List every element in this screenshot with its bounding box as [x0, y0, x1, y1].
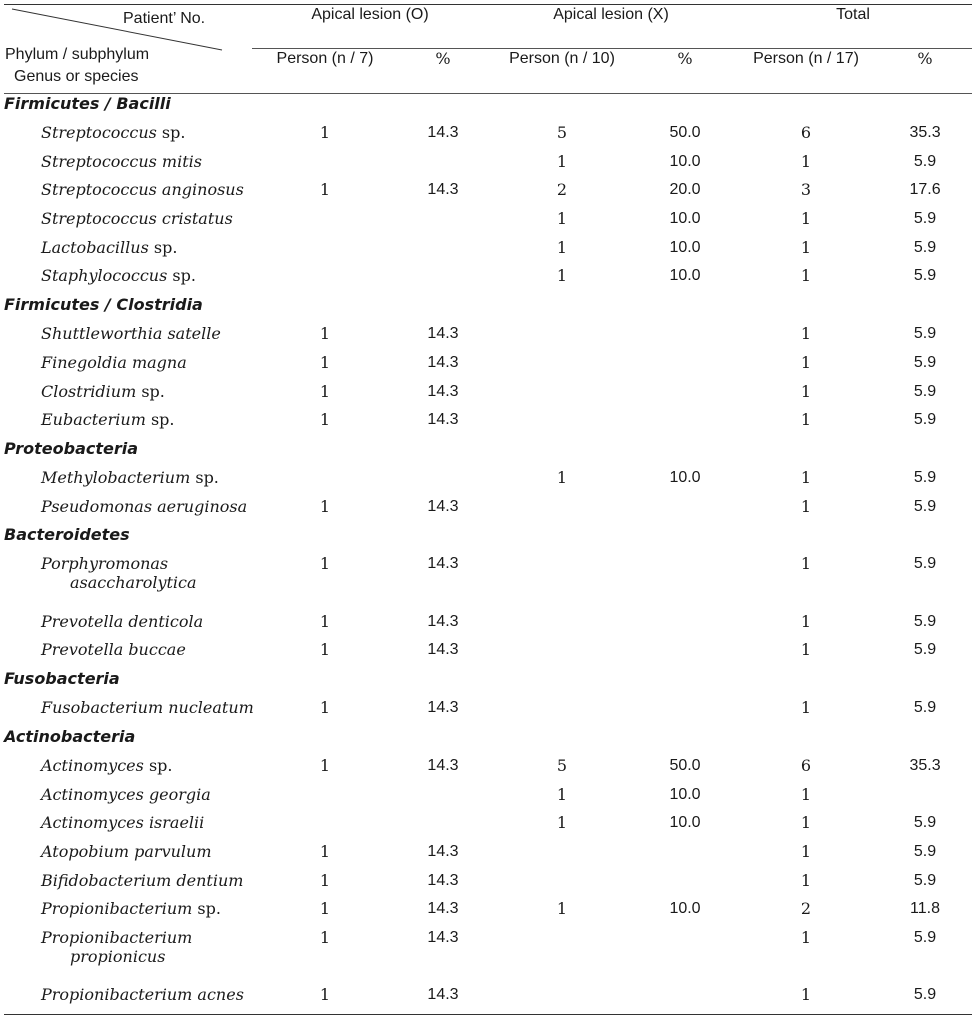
cell-person-o: [252, 152, 398, 181]
cell-person-total: 1: [800, 640, 812, 660]
species-name-italic: Prevotella denticola: [41, 611, 204, 631]
cell-person-x: [488, 985, 636, 1014]
group-header-apical-x: Apical lesion (X): [488, 5, 734, 49]
cell-person-o: [252, 209, 398, 238]
subcol-percent-o: %: [398, 49, 488, 94]
corner-label-genus: Genus or species: [14, 68, 139, 85]
corner-label-phylum: Phylum / subphylum: [5, 46, 150, 63]
cell-percent-o: [398, 209, 488, 238]
cell-percent-total: 5.9: [913, 210, 937, 228]
species-name-italic: Finegoldia magna: [41, 352, 187, 372]
cell-percent-total: 5.9: [913, 699, 937, 717]
group-header-total: Total: [734, 5, 972, 49]
cell-person-o: 1: [319, 324, 331, 344]
cell-percent-x: [636, 928, 734, 986]
cell-person-x: [488, 353, 636, 382]
phylum-label: Firmicutes / Bacilli: [4, 94, 171, 113]
species-name: [4, 468, 252, 497]
cell-person-o: 1: [319, 180, 331, 200]
cell-person-total: 3: [800, 180, 812, 200]
species-name-suffix: sp.: [156, 123, 186, 142]
cell-percent-o: 14.3: [427, 325, 459, 343]
table-row: [4, 238, 972, 267]
species-name-suffix: sp.: [190, 467, 219, 487]
cell-person-x: 1: [556, 813, 568, 833]
cell-percent-x: 10.0: [669, 814, 701, 832]
species-name: [4, 324, 252, 353]
subcol-person-o: Person (n / 7): [252, 49, 398, 94]
cell-person-x: 5: [556, 123, 568, 142]
species-name-line2: asaccharolytica: [70, 573, 197, 593]
cell-percent-o: 14.3: [427, 756, 459, 774]
cell-percent-o: 14.3: [427, 612, 459, 630]
cell-percent-x: [636, 324, 734, 353]
cell-percent-total: 5.9: [913, 382, 937, 400]
species-name-italic: Methylobacterium: [41, 467, 191, 487]
header-row-subcols: [4, 49, 972, 94]
species-name-italic: Propionibacterium: [41, 899, 193, 919]
cell-percent-total: 35.3: [909, 124, 941, 141]
cell-percent-total: 11.8: [910, 900, 940, 918]
cell-person-total: 1: [800, 698, 812, 718]
phylum-label: Actinobacteria: [4, 726, 136, 746]
cell-percent-x: [636, 497, 734, 526]
cell-person-total: 1: [800, 237, 812, 257]
species-name-italic: Prevotella buccae: [41, 640, 186, 660]
species-name-italic: Streptococcus mitis: [41, 151, 202, 171]
table-row: [4, 353, 972, 382]
species-name: [4, 382, 252, 411]
species-name-suffix: sp.: [145, 410, 175, 430]
cell-person-x: [488, 410, 636, 439]
table-row: [4, 842, 972, 871]
species-name: [4, 152, 252, 181]
table-row: [4, 612, 972, 641]
species-name-italic: Porphyromonas: [41, 554, 169, 574]
cell-percent-o: 14.3: [398, 985, 488, 1014]
species-name-italic: Atopobium parvulum: [41, 841, 212, 861]
species-name-italic: Lactobacillus: [41, 237, 149, 257]
species-name-italic: Shuttleworthia satelle: [41, 324, 221, 344]
phylum-label: Proteobacteria: [4, 438, 139, 458]
cell-percent-total: 5.9: [913, 612, 937, 630]
species-name-suffix: sp.: [136, 381, 165, 401]
cell-percent-o: [398, 813, 488, 842]
cell-person-o: [252, 238, 398, 267]
cell-percent-x: [636, 842, 734, 871]
species-name-italic: Fusobacterium nucleatum: [41, 698, 254, 718]
species-name: [4, 756, 252, 785]
species-name: [4, 238, 252, 267]
table-row: [4, 785, 972, 814]
cell-person-total: 1: [800, 266, 812, 286]
table-row: [4, 640, 972, 669]
table-row: [4, 698, 972, 727]
subcol-person-total: Person (n / 17): [734, 49, 878, 94]
cell-percent-o: 14.3: [427, 497, 459, 515]
cell-percent-total: [878, 785, 972, 814]
cell-person-o: 1: [319, 698, 331, 718]
cell-percent-x: [636, 612, 734, 641]
cell-percent-total: 5.9: [913, 152, 937, 170]
cell-person-x: [488, 640, 636, 669]
cell-percent-x: 20.0: [669, 181, 701, 199]
cell-person-o: 1: [319, 841, 331, 861]
cell-percent-x: [636, 871, 734, 900]
cell-person-x: [488, 497, 636, 526]
cell-percent-x: 50.0: [669, 124, 701, 141]
species-name-suffix: sp.: [148, 237, 178, 257]
cell-percent-total: 5.9: [913, 641, 937, 659]
species-name-suffix: sp.: [167, 266, 196, 286]
cell-person-total: 1: [800, 554, 812, 574]
cell-percent-o: 14.3: [427, 699, 459, 717]
species-name: [4, 209, 252, 238]
cell-percent-x: 50.0: [669, 756, 701, 774]
cell-percent-x: [636, 382, 734, 411]
species-name: [4, 899, 252, 928]
cell-person-total: 1: [800, 381, 812, 401]
phylum-row: [4, 525, 972, 554]
cell-percent-total: 5.9: [913, 267, 937, 285]
table-row: [4, 180, 972, 209]
cell-percent-o: [398, 152, 488, 181]
cell-percent-total: 5.9: [878, 985, 972, 1014]
species-name-italic: Streptococcus anginosus: [41, 180, 244, 200]
cell-person-o: 1: [319, 870, 331, 890]
cell-percent-total: 5.9: [913, 497, 937, 515]
species-name-italic: Streptococcus cristatus: [41, 209, 233, 229]
cell-person-o: [252, 266, 398, 295]
cell-percent-total: 35.3: [909, 756, 941, 774]
cell-percent-o: 14.3: [427, 181, 459, 199]
cell-percent-o: 14.3: [427, 353, 459, 371]
phylum-row: [4, 94, 972, 124]
cell-person-o: 1: [319, 496, 331, 516]
cell-person-x: [488, 554, 636, 612]
cell-person-x: 1: [556, 266, 568, 286]
species-name: [4, 266, 252, 295]
table-row: [4, 928, 972, 986]
cell-percent-x: 10.0: [669, 900, 701, 918]
cell-percent-o: 14.3: [427, 928, 459, 946]
species-name: [4, 180, 252, 209]
cell-percent-x: [636, 353, 734, 382]
cell-person-x: [488, 698, 636, 727]
cell-person-total: 6: [800, 755, 812, 775]
corner-label-patient-no: Patient’ No.: [123, 10, 206, 27]
cell-percent-x: 10.0: [669, 210, 701, 228]
cell-percent-o: [398, 468, 488, 497]
cell-percent-o: 14.3: [427, 555, 459, 573]
phylum-label: Bacteroidetes: [4, 525, 130, 545]
species-name-italic: Propionibacterium: [41, 927, 193, 947]
species-name: [4, 123, 252, 152]
species-name: [4, 871, 252, 900]
cell-percent-x: [636, 985, 734, 1014]
cell-person-total: 6: [800, 123, 812, 142]
cell-percent-o: [398, 785, 488, 814]
cell-person-total: 1: [800, 813, 812, 833]
cell-person-x: [488, 324, 636, 353]
cell-person-total: 1: [800, 784, 812, 804]
table-row: [4, 410, 972, 439]
cell-person-o: 1: [319, 927, 331, 947]
species-name: [4, 353, 252, 382]
cell-person-o: 1: [319, 381, 331, 401]
cell-person-x: 1: [556, 784, 568, 804]
cell-percent-total: 5.9: [913, 353, 937, 371]
cell-percent-x: 10.0: [669, 785, 701, 803]
cell-percent-total: 5.9: [913, 871, 937, 889]
cell-person-o: 1: [319, 410, 331, 430]
cell-percent-o: [398, 266, 488, 295]
cell-percent-x: 10.0: [669, 152, 701, 170]
species-name: [4, 842, 252, 871]
cell-person-x: [488, 928, 636, 986]
table-row: [4, 468, 972, 497]
cell-percent-x: 10.0: [669, 238, 701, 256]
cell-percent-total: 5.9: [913, 555, 937, 573]
cell-person-o: 1: [319, 640, 331, 660]
phylum-label: Fusobacteria: [4, 669, 120, 689]
species-name-suffix: sp.: [192, 899, 221, 919]
cell-percent-x: [636, 698, 734, 727]
species-name: [4, 928, 252, 986]
cell-person-x: 1: [556, 899, 568, 919]
cell-percent-o: 14.3: [427, 900, 459, 918]
cell-person-o: 1: [252, 985, 398, 1014]
cell-person-total: 1: [800, 209, 812, 229]
table-row: [4, 209, 972, 238]
subcol-percent-total: %: [878, 49, 972, 94]
species-name: [4, 698, 252, 727]
cell-percent-total: 17.6: [909, 181, 941, 199]
cell-percent-o: 14.3: [427, 641, 459, 659]
species-name: [4, 785, 252, 814]
species-name-italic: Eubacterium: [41, 410, 146, 430]
phylum-row: [4, 727, 972, 756]
species-name-italic: Bifidobacterium dentium: [41, 870, 244, 890]
cell-person-total: 2: [800, 899, 812, 919]
cell-percent-total: 5.9: [913, 814, 937, 832]
cell-person-x: 1: [556, 209, 568, 229]
species-name: [4, 985, 252, 1014]
cell-person-o: [252, 785, 398, 814]
cell-person-o: [252, 468, 398, 497]
cell-person-x: [488, 612, 636, 641]
species-name-italic: Clostridium: [41, 381, 137, 401]
cell-person-o: 1: [319, 352, 331, 372]
table-row: [4, 497, 972, 526]
cell-person-total: 1: [800, 870, 812, 890]
table-row: [4, 324, 972, 353]
species-name: [4, 612, 252, 641]
cell-person-o: 1: [319, 123, 331, 142]
species-name: [4, 813, 252, 842]
cell-percent-x: [636, 410, 734, 439]
cell-person-x: 2: [556, 180, 568, 200]
cell-person-x: 5: [556, 755, 568, 775]
species-table: [4, 4, 972, 1015]
cell-person-total: 1: [800, 841, 812, 861]
species-name-suffix: sp.: [143, 755, 173, 775]
table-row: [4, 554, 972, 612]
phylum-row: [4, 669, 972, 698]
species-name: [4, 554, 252, 612]
phylum-row: [4, 295, 972, 324]
phylum-row: [4, 439, 972, 468]
cell-person-o: 1: [319, 554, 331, 574]
cell-percent-total: 5.9: [913, 928, 937, 946]
species-name-italic: Staphylococcus: [41, 266, 168, 286]
cell-person-x: [488, 842, 636, 871]
species-name-italic: Actinomyces: [41, 755, 144, 775]
table-row: [4, 123, 972, 152]
species-name-italic: Pseudomonas aeruginosa: [41, 496, 248, 516]
table-row: [4, 871, 972, 900]
cell-percent-x: 10.0: [669, 267, 701, 285]
cell-person-x: 1: [556, 467, 568, 487]
species-name-italic: Propionibacterium acnes: [41, 985, 244, 1005]
cell-person-x: [488, 382, 636, 411]
cell-percent-total: 5.9: [913, 468, 937, 486]
cell-person-total: 1: [800, 496, 812, 516]
table-row: [4, 266, 972, 295]
cell-person-total: 1: [734, 985, 878, 1014]
species-name-italic: Actinomyces georgia: [41, 784, 211, 804]
species-name: [4, 640, 252, 669]
cell-person-o: 1: [319, 611, 331, 631]
cell-percent-o: 14.3: [427, 382, 459, 400]
cell-person-total: 1: [800, 467, 812, 487]
cell-percent-total: 5.9: [913, 238, 937, 256]
table-row: [4, 382, 972, 411]
cell-person-total: 1: [800, 151, 812, 171]
species-name-italic: Actinomyces israelii: [41, 813, 205, 833]
cell-person-total: 1: [800, 324, 812, 344]
table-row: [4, 813, 972, 842]
cell-person-x: 1: [556, 237, 568, 257]
cell-person-x: [488, 871, 636, 900]
table-row: [4, 985, 972, 1014]
species-name: [4, 497, 252, 526]
species-name: [4, 410, 252, 439]
cell-person-o: 1: [319, 755, 331, 775]
cell-person-total: 1: [800, 410, 812, 430]
species-name-italic: Streptococcus: [41, 123, 157, 142]
cell-percent-x: 10.0: [669, 468, 701, 486]
cell-person-x: 1: [556, 151, 568, 171]
subcol-person-x: Person (n / 10): [488, 49, 636, 94]
species-name-line2: propionicus: [70, 946, 166, 966]
subcol-percent-x: %: [636, 49, 734, 94]
cell-person-total: 1: [800, 611, 812, 631]
cell-percent-total: 5.9: [913, 325, 937, 343]
cell-person-o: [252, 813, 398, 842]
group-header-apical-o: Apical lesion (O): [252, 5, 488, 49]
cell-percent-o: 14.3: [427, 124, 459, 141]
cell-percent-x: [636, 640, 734, 669]
cell-person-total: 1: [800, 352, 812, 372]
phylum-label: Firmicutes / Clostridia: [4, 295, 203, 315]
cell-percent-o: 14.3: [427, 871, 459, 889]
table-row: [4, 756, 972, 785]
cell-percent-o: 14.3: [427, 411, 459, 429]
cell-percent-x: [636, 554, 734, 612]
cell-percent-o: 14.3: [427, 842, 459, 860]
cell-percent-o: [398, 238, 488, 267]
cell-percent-total: 5.9: [913, 842, 937, 860]
cell-person-o: 1: [319, 899, 331, 919]
cell-percent-total: 5.9: [913, 411, 937, 429]
cell-person-total: 1: [800, 927, 812, 947]
table-row: [4, 899, 972, 928]
table-row: [4, 152, 972, 181]
